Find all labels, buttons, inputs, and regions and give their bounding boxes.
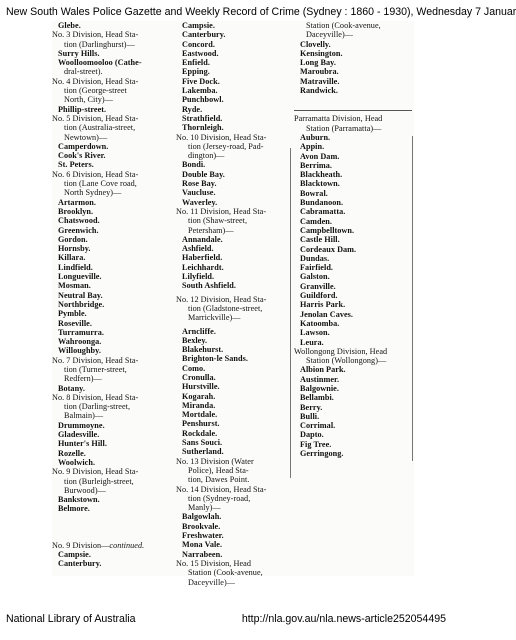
place-name: Bellambi. (300, 393, 334, 403)
place-name: Concord. (182, 39, 215, 49)
place-name: Granville. (300, 281, 336, 291)
place-name: Sans Souci. (182, 438, 223, 448)
place-name: Glebe. (58, 21, 81, 30)
place-name: Lawson. (300, 328, 330, 338)
place-name: Katoomba. (300, 318, 340, 328)
place-name: Appin. (300, 142, 325, 152)
place-name: Campsie. (182, 21, 215, 30)
place-name: Wahroonga. (58, 337, 102, 347)
place-name: Canterbury. (58, 559, 102, 569)
division-heading: tion (Turner-street, (64, 364, 127, 374)
division-heading: Station (Wollongong)— (306, 356, 387, 366)
division-heading: No. 14 Division, Head Sta- (176, 484, 267, 494)
place-name: Thornleigh. (182, 123, 224, 133)
place-name: Avon Dam. (300, 151, 340, 161)
place-name: Phillip-street. (58, 104, 107, 114)
division-heading: tion (Lane Cove road, (64, 179, 137, 189)
place-name: Annandale. (182, 234, 223, 244)
place-name: Chatswood. (58, 216, 100, 226)
place-name: Greenwich. (58, 225, 99, 235)
division-heading: tion (Australia-street, (64, 123, 136, 133)
division-heading: dington)— (188, 151, 225, 161)
place-name: Haberfield. (182, 253, 223, 263)
division-heading: Balmain)— (64, 411, 104, 421)
place-name: Balgowlah. (182, 512, 222, 522)
place-name: Blakehurst. (182, 345, 224, 355)
place-name: Blackheath. (300, 170, 343, 180)
place-name: Gladesville. (58, 430, 100, 440)
place-name: Waverley. (182, 197, 218, 207)
place-name: Mortdale. (182, 410, 218, 420)
column-2 (176, 21, 290, 587)
division-heading: Burwood)— (64, 485, 106, 495)
place-name: Rockdale. (182, 428, 218, 438)
place-name: Campsie. (58, 550, 91, 560)
place-name: Rozelle. (58, 448, 86, 458)
place-name: St. Peters. (58, 160, 94, 170)
place-name: Austinmer. (300, 374, 340, 384)
division-heading: No. 15 Division, Head (176, 558, 251, 568)
place-name: Neutral Bay. (58, 290, 103, 300)
place-name: Narrabeen. (182, 549, 223, 559)
place-name: Leichhardt. (182, 262, 224, 272)
place-name: Lilyfield. (182, 272, 215, 282)
place-name: Bundanoon. (300, 198, 344, 208)
spacer (52, 514, 168, 523)
place-name: Bankstown. (58, 495, 100, 505)
place-name: Bexley. (182, 335, 208, 345)
footer-url[interactable]: http://nla.gov.au/nla.news-article252054495 (241, 613, 446, 625)
place-name: Maroubra. (300, 67, 339, 77)
section-rule (294, 110, 412, 111)
place-name: Ashfield. (182, 244, 214, 254)
place-name: Fairfield. (300, 263, 334, 273)
place-name: Hurstville. (182, 382, 220, 392)
column-divider (412, 136, 413, 461)
place-name: Brighton-le Sands. (182, 354, 248, 364)
place-name: Five Dock. (182, 76, 220, 86)
place-name: Balgownie. (300, 383, 339, 393)
place-name: Penshurst. (182, 419, 220, 429)
place-name: Sutherland. (182, 447, 224, 457)
column-1 (52, 21, 168, 569)
place-name: Guildford. (300, 291, 338, 301)
division-heading: tion (Jersey-road, Pad- (188, 141, 264, 151)
division-heading: Police), Head Sta- (188, 465, 249, 475)
place-name: Pymble. (58, 309, 87, 319)
place-name: Camperdown. (58, 141, 109, 151)
spacer (52, 532, 168, 541)
division-heading: No. 7 Division, Head Sta- (52, 355, 139, 365)
article-title-header: New South Wales Police Gazette and Weekly Record of Crime (Sydney : 1860 - 1930), Wednesday 7 Januar (6, 6, 516, 18)
place-name: Rose Bay. (182, 179, 217, 189)
division-heading: tion (George-street (64, 86, 127, 96)
division-heading: North Sydney)— (64, 188, 122, 198)
spacer (294, 95, 412, 104)
division-heading: tion (Sydney-road, (188, 493, 251, 503)
division-heading: Station (Parramatta)— (306, 123, 382, 133)
spacer (52, 523, 168, 532)
division-heading: No. 9 Division—continued. (52, 540, 145, 550)
place-name: Mona Vale. (182, 540, 223, 550)
division-heading: Marrickville)— (188, 313, 241, 323)
footer-source: National Library of Australia (6, 613, 136, 625)
place-name: Gordon. (58, 234, 88, 244)
place-name: Bondi. (182, 160, 206, 170)
place-name: Long Bay. (300, 58, 336, 68)
division-heading: Wollongong Division, Head (294, 346, 388, 356)
place-name: Killara. (58, 253, 86, 263)
place-name: Kensington. (300, 48, 343, 58)
division-heading: Parramatta Division, Head (294, 114, 383, 124)
place-name: Bowral. (300, 188, 328, 198)
place-name: Vaucluse. (182, 188, 216, 198)
division-heading: dral-street). (64, 67, 103, 77)
place-name: Como. (182, 363, 206, 373)
division-heading: tion (Gladstone-street, (188, 303, 263, 313)
place-name: Matraville. (300, 76, 340, 86)
place-name: Corrimal. (300, 421, 336, 431)
division-heading: Redfern)— (64, 374, 102, 384)
place-name: Brookvale. (182, 521, 221, 531)
place-name: Leura. (300, 337, 324, 347)
place-name: Cronulla. (182, 372, 216, 382)
division-heading: tion (Shaw-street, (188, 216, 248, 226)
place-name: Willoughby. (58, 346, 101, 356)
division-heading: tion (Darlinghurst)— (64, 39, 135, 49)
division-heading: Petersham)— (188, 225, 234, 235)
place-name: Gerringong. (300, 449, 344, 459)
place-name: Dundas. (300, 253, 330, 263)
place-name: Miranda. (182, 400, 216, 410)
division-heading: No. 12 Division, Head Sta- (176, 294, 267, 304)
place-name: Drummoyne. (58, 420, 105, 430)
division-heading: No. 11 Division, Head Sta- (176, 206, 267, 216)
place-name: Roseville. (58, 318, 92, 328)
place-name: Bulli. (300, 411, 320, 421)
place-name: Longueville. (58, 272, 102, 282)
place-name: Kogarah. (182, 391, 216, 401)
division-heading: No. 3 Division, Head Sta- (52, 30, 139, 40)
place-name: Enfield. (182, 58, 210, 68)
place-name: Mosman. (58, 281, 91, 291)
place-name: Cabramatta. (300, 207, 346, 217)
place-name: Surry Hills. (58, 48, 100, 58)
place-name: Dapto. (300, 430, 324, 440)
division-heading: Station (Cook-avenue, (306, 21, 381, 30)
division-heading: Station (Cook-avenue, (188, 568, 263, 578)
place-name: Turramurra. (58, 327, 104, 337)
division-heading: Daceyville)— (188, 577, 235, 587)
place-name: Cook's River. (58, 151, 106, 161)
place-name: Castle Hill. (300, 235, 340, 245)
place-name: Harris Park. (300, 300, 346, 310)
place-name: Canterbury. (182, 30, 226, 40)
place-name: Epping. (182, 67, 210, 77)
division-heading: tion, Dawes Point. (188, 475, 250, 485)
division-heading: No. 8 Division, Head Sta- (52, 392, 139, 402)
column-divider (290, 148, 291, 478)
place-name: Arncliffe. (182, 326, 216, 336)
place-name: Clovelly. (300, 39, 331, 49)
division-heading: North, City)— (64, 95, 113, 105)
division-heading: No. 6 Division, Head Sta- (52, 169, 139, 179)
gazette-scan (52, 21, 414, 587)
place-name: Campbelltown. (300, 225, 355, 235)
place-name: Cordeaux Dam. (300, 244, 357, 254)
place-name: Berry. (300, 402, 323, 412)
place-name: Hunter's Hill. (58, 439, 107, 449)
place-name: Woolloomooloo (Cathe- (58, 58, 142, 68)
division-heading: No. 5 Division, Head Sta- (52, 113, 139, 123)
division-heading: No. 9 Division, Head Sta- (52, 467, 139, 477)
division-heading: Newtown)— (64, 132, 108, 142)
place-name: Punchbowl. (182, 95, 224, 105)
place-name: Galston. (300, 272, 330, 282)
place-name: Woolwich. (58, 457, 96, 467)
place-name: Double Bay. (182, 169, 225, 179)
place-name: Auburn. (300, 132, 331, 142)
place-name: Albion Park. (300, 365, 346, 375)
column-3 (294, 21, 412, 458)
place-name: Fig Tree. (300, 439, 332, 449)
place-name: Lindfield. (58, 262, 93, 272)
place-name: Belmore. (58, 504, 90, 514)
division-heading: tion (Darling-street, (64, 402, 131, 412)
spacer (294, 104, 412, 108)
place-name: Jenolan Caves. (300, 309, 354, 319)
place-name: Hornsby. (58, 244, 91, 254)
place-name: Brooklyn. (58, 206, 94, 216)
division-heading: No. 13 Division (Water (176, 456, 254, 466)
place-name: Freshwater. (182, 531, 224, 541)
division-heading: Daceyville)— (306, 30, 353, 40)
place-name: Camden. (300, 216, 332, 226)
place-name: Northbridge. (58, 299, 105, 309)
place-name: Botany. (58, 383, 85, 393)
division-heading: tion (Burleigh-street, (64, 476, 134, 486)
division-heading: No. 4 Division, Head Sta- (52, 76, 139, 86)
place-name: South Ashfield. (182, 281, 236, 291)
place-name: Berrima. (300, 160, 332, 170)
place-name: Ryde. (182, 104, 203, 114)
place-name: Strathfield. (182, 113, 223, 123)
place-name: Blacktown. (300, 179, 340, 189)
place-name: Lakemba. (182, 86, 218, 96)
division-heading: Manly)— (188, 503, 221, 513)
place-name: Artarmon. (58, 197, 96, 207)
division-heading: No. 10 Division, Head Sta- (176, 132, 267, 142)
place-name: Eastwood. (182, 48, 219, 58)
place-name: Randwick. (300, 86, 338, 96)
